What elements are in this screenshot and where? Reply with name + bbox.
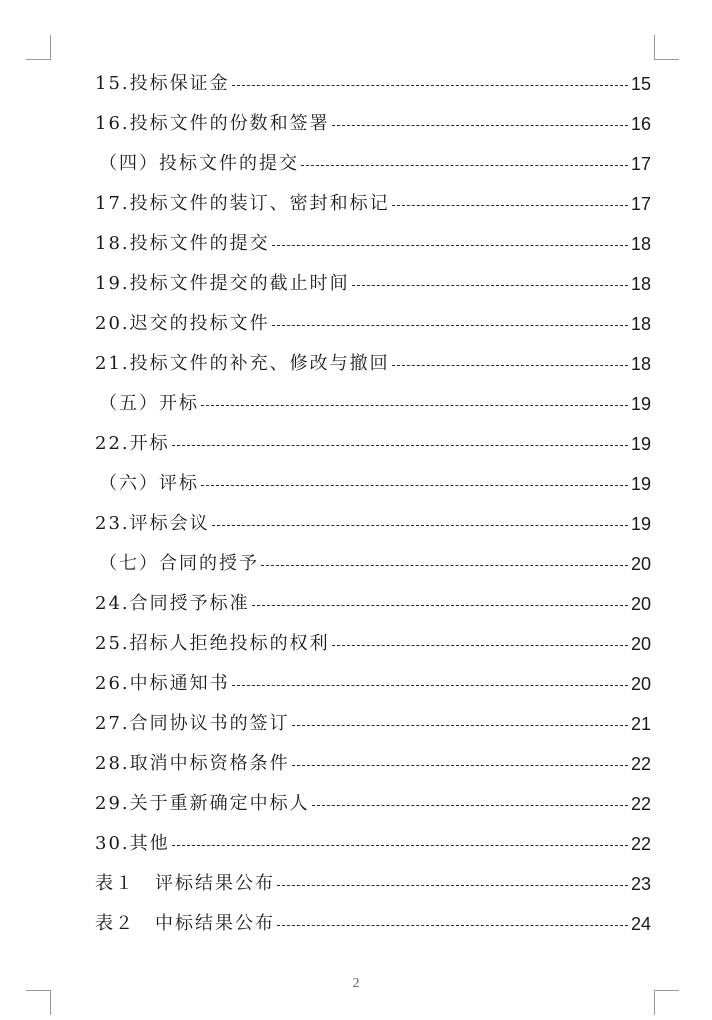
toc-entry-label: 25.招标人拒绝投标的权利 bbox=[95, 633, 330, 654]
toc-leader bbox=[201, 405, 628, 406]
toc-entry-label: 24.合同授予标准 bbox=[95, 593, 250, 614]
toc-entry-label: （六）评标 bbox=[99, 473, 199, 494]
crop-mark-bottom-right bbox=[654, 990, 679, 1015]
toc-leader bbox=[261, 565, 628, 566]
toc-entry-label: 23.评标会议 bbox=[95, 513, 210, 534]
toc-leader bbox=[292, 725, 628, 726]
toc-entry-label: 18.投标文件的提交 bbox=[95, 233, 270, 254]
footer-page-number: 2 bbox=[352, 976, 360, 991]
toc-entry-page: 22 bbox=[630, 834, 651, 854]
toc-entry-page: 18 bbox=[630, 234, 651, 254]
toc-leader bbox=[272, 245, 628, 246]
toc-entry[interactable] bbox=[95, 184, 651, 224]
toc-entry-label: 19.投标文件提交的截止时间 bbox=[95, 273, 350, 294]
toc-section-entry[interactable] bbox=[95, 144, 651, 184]
toc-entry-page: 20 bbox=[630, 674, 651, 694]
toc-leader bbox=[172, 445, 628, 446]
crop-mark-bottom-left bbox=[26, 990, 51, 1015]
toc-entry-page: 22 bbox=[630, 754, 651, 774]
toc-table-entry[interactable] bbox=[95, 904, 651, 944]
toc-leader bbox=[392, 205, 628, 206]
toc-entry[interactable] bbox=[95, 664, 651, 704]
toc-leader bbox=[352, 285, 628, 286]
toc-entry[interactable] bbox=[95, 64, 651, 104]
toc-entry-page: 19 bbox=[630, 394, 651, 414]
toc-leader bbox=[292, 765, 628, 766]
toc-entry-page: 20 bbox=[630, 554, 651, 574]
toc-leader bbox=[172, 845, 628, 846]
toc-entry[interactable] bbox=[95, 264, 651, 304]
toc-entry-page: 19 bbox=[630, 434, 651, 454]
toc-entry[interactable] bbox=[95, 744, 651, 784]
toc-entry-label: 表１ 评标结果公布 bbox=[95, 873, 275, 894]
toc-entry-page: 17 bbox=[630, 154, 651, 174]
toc-leader bbox=[392, 365, 628, 366]
toc-entry-page: 19 bbox=[630, 474, 651, 494]
toc-entry[interactable] bbox=[95, 104, 651, 144]
toc-entry-page: 20 bbox=[630, 634, 651, 654]
toc-entry[interactable] bbox=[95, 784, 651, 824]
toc-entry-page: 22 bbox=[630, 794, 651, 814]
toc-entry-label: 21.投标文件的补充、修改与撤回 bbox=[95, 353, 390, 374]
toc-leader bbox=[332, 645, 628, 646]
toc-leader bbox=[201, 485, 628, 486]
toc-entry[interactable] bbox=[95, 344, 651, 384]
toc-entry-label: 表２ 中标结果公布 bbox=[95, 913, 275, 934]
toc-leader bbox=[232, 685, 628, 686]
toc-entry-page: 24 bbox=[630, 914, 651, 934]
toc-entry[interactable] bbox=[95, 504, 651, 544]
toc-entry-label: 17.投标文件的装订、密封和标记 bbox=[95, 193, 390, 214]
toc-table-entry[interactable] bbox=[95, 864, 651, 904]
toc-leader bbox=[277, 885, 628, 886]
toc-leader bbox=[252, 605, 628, 606]
toc-entry[interactable] bbox=[95, 224, 651, 264]
toc-section-entry[interactable] bbox=[95, 464, 651, 504]
toc-leader bbox=[277, 925, 628, 926]
toc-entry-label: 29.关于重新确定中标人 bbox=[95, 793, 310, 814]
toc-entry-label: 22.开标 bbox=[95, 433, 170, 454]
toc-entry-label: 15.投标保证金 bbox=[95, 73, 230, 94]
toc-entry-label: 27.合同协议书的签订 bbox=[95, 713, 290, 734]
toc-section-entry[interactable] bbox=[95, 544, 651, 584]
toc-entry[interactable] bbox=[95, 624, 651, 664]
toc-entry[interactable] bbox=[95, 824, 651, 864]
toc-leader bbox=[232, 85, 628, 86]
toc-leader bbox=[301, 165, 628, 166]
toc-leader bbox=[272, 325, 628, 326]
toc-leader bbox=[332, 125, 628, 126]
toc-entry[interactable] bbox=[95, 424, 651, 464]
toc-entry-page: 19 bbox=[630, 514, 651, 534]
toc-entry-page: 20 bbox=[630, 594, 651, 614]
toc-entry-label: （七）合同的授予 bbox=[99, 553, 259, 574]
toc-entry[interactable] bbox=[95, 584, 651, 624]
crop-mark-top-right bbox=[654, 35, 679, 60]
toc-entry-page: 23 bbox=[630, 874, 651, 894]
toc-entry-label: 30.其他 bbox=[95, 833, 170, 854]
toc-entry[interactable] bbox=[95, 304, 651, 344]
crop-mark-top-left bbox=[26, 35, 51, 60]
toc-entry-label: （四）投标文件的提交 bbox=[99, 153, 299, 174]
toc-leader bbox=[212, 525, 628, 526]
toc-entry-page: 17 bbox=[630, 194, 651, 214]
table-of-contents bbox=[95, 64, 651, 944]
toc-leader bbox=[312, 805, 628, 806]
toc-entry-label: 20.迟交的投标文件 bbox=[95, 313, 270, 334]
toc-entry-page: 21 bbox=[630, 714, 651, 734]
toc-section-entry[interactable] bbox=[95, 384, 651, 424]
toc-entry-page: 18 bbox=[630, 274, 651, 294]
toc-entry-page: 18 bbox=[630, 314, 651, 334]
toc-entry-page: 15 bbox=[630, 74, 651, 94]
toc-entry-page: 18 bbox=[630, 354, 651, 374]
toc-entry-label: 16.投标文件的份数和签署 bbox=[95, 113, 330, 134]
toc-entry-label: 26.中标通知书 bbox=[95, 673, 230, 694]
toc-entry[interactable] bbox=[95, 704, 651, 744]
toc-entry-label: （五）开标 bbox=[99, 393, 199, 414]
toc-entry-page: 16 bbox=[630, 114, 651, 134]
toc-entry-label: 28.取消中标资格条件 bbox=[95, 753, 290, 774]
